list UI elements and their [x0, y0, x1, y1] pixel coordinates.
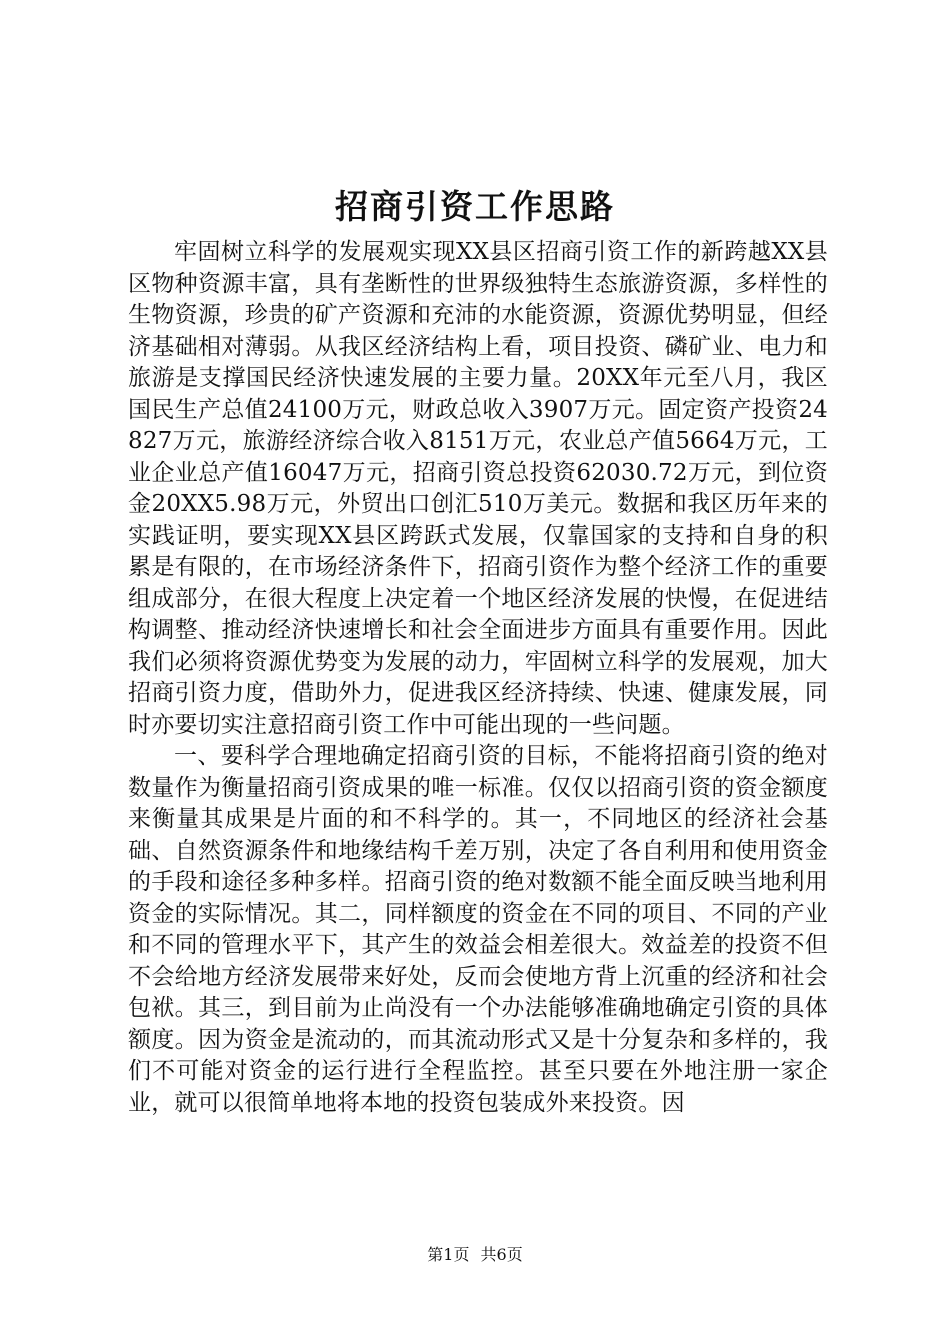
- page-number: 第1页: [427, 1245, 470, 1264]
- page-footer: [0, 1244, 950, 1266]
- paragraph-intro: 牢固树立科学的发展观实现XX县区招商引资工作的新跨越XX县区物种资源丰富，具有垄断性的世界级独特生态旅游资源，多样性的生物资源，珍贵的矿产资源和充沛的水能资源，资源优势明显，但经济基础相对薄弱。从我区经济结构上看，项目投资、磷矿业、电力和旅游是支撑国民经济快速发展的主要力量。20XX年元至八月，我区国民生产总值24100万元，财政总收入3907万元。固定资产投资24827万元，旅游经济综合收入8151万元，农业总产值5664万元，工业企业总产值16047万元，招商引资总投资62030.72万元，到位资金20XX5.98万元，外贸出口创汇510万美元。数据和我区历年来的实践证明，要实现XX县区跨跃式发展，仅靠国家的支持和自身的积累是有限的，在市场经济条件下，招商引资作为整个经济工作的重要组成部分，在很大程度上决定着一个地区经济发展的快慢，在促进结构调整、推动经济快速增长和社会全面进步方面具有重要作用。因此我们必须将资源优势变为发展的动力，牢固树立科学的发展观，加大招商引资力度，借助外力，促进我区经济持续、快速、健康发展，同时亦要切实注意招商引资工作中可能出现的一些问题。: [128, 239, 828, 738]
- page-total: 共6页: [480, 1245, 523, 1264]
- paragraph-section-1: 一、要科学合理地确定招商引资的目标，不能将招商引资的绝对数量作为衡量招商引资成果的唯一标准。仅仅以招商引资的资金额度来衡量其成果是片面的和不科学的。其一，不同地区的经济社会基础、自然资源条件和地缘结构千差万别，决定了各自利用和使用资金的手段和途径多种多样。招商引资的绝对数额不能全面反映当地利用资金的实际情况。其二，同样额度的资金在不同的项目、不同的产业和不同的管理水平下，其产生的效益会相差很大。效益差的投资不但不会给地方经济发展带来好处，反而会使地方背上沉重的经济和社会包袱。其三，到目前为止尚没有一个办法能够准确地确定引资的具体额度。因为资金是流动的，而其流动形式又是十分复杂和多样的，我们不可能对资金的运行进行全程监控。甚至只要在外地注册一家企业，就可以很简单地将本地的投资包装成外来投资。因: [128, 743, 828, 1116]
- document-body: [128, 237, 828, 1119]
- document-title: 招商引资工作思路: [335, 187, 615, 226]
